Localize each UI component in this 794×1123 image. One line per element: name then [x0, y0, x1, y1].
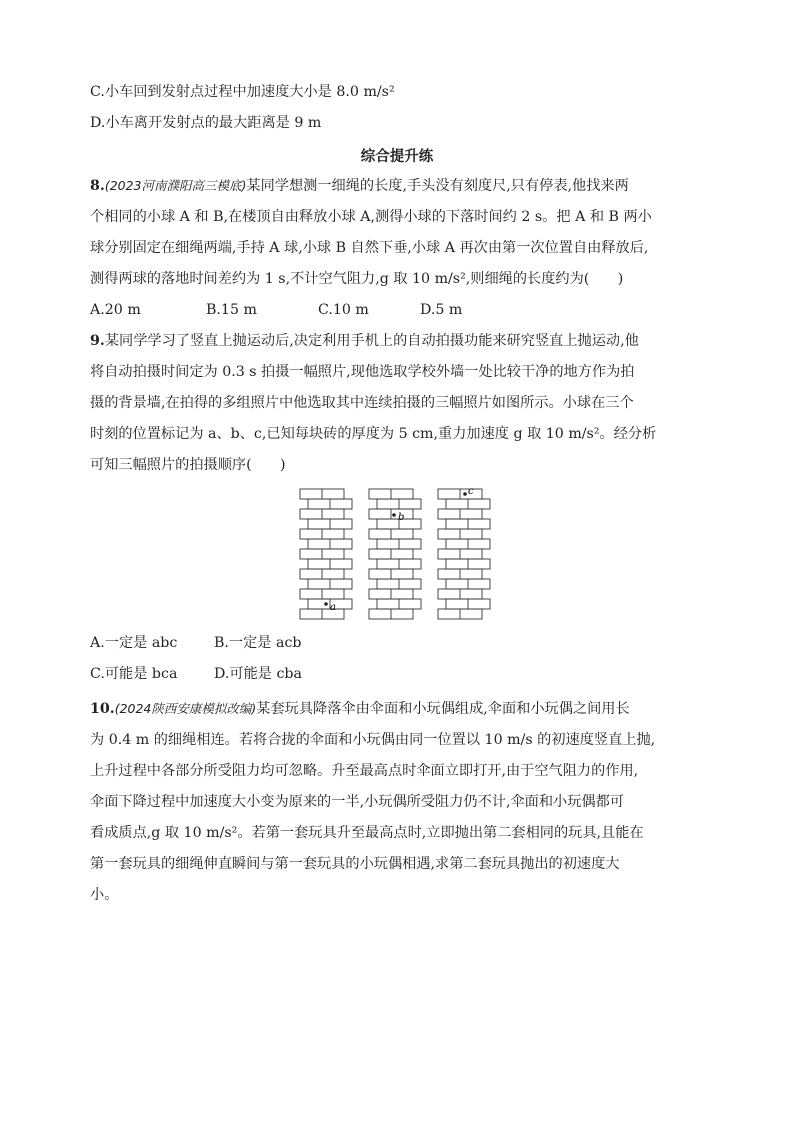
brick-wall-figure [298, 486, 498, 622]
question-8-line-1 [90, 176, 629, 196]
question-10-line-6: 第一套玩具的细绳伸直瞬间与第一套玩具的小玩偶相遇,求第二套玩具抛出的初速度大 [90, 856, 620, 872]
question-9-line-3: 摄的背景墙,在拍得的多组照片中他选取其中连续拍摄的三幅照片如图所示。小球在三个 [90, 395, 634, 411]
question-8-line-2: 个相同的小球 A 和 B,在楼顶自由释放小球 A,测得小球的下落时间约 2 s。把 A 和 B 两小 [90, 209, 652, 225]
question-10-line-7: 小。 [90, 887, 119, 903]
question-9-line-1 [90, 331, 639, 351]
question-10-source: (2024陕西安康模拟改编) [114, 701, 257, 716]
question-9-option-b: B.一定是 acb [214, 635, 302, 651]
question-9-line-5: 可知三幅照片的拍摄顺序( ) [90, 457, 286, 473]
question-10-line-4: 伞面下降过程中加速度大小变为原来的一半,小玩偶所受阻力仍不计,伞面和小玩偶都可 [90, 794, 624, 810]
question-8-option-c: C.10 m [318, 302, 369, 318]
ball-c [463, 492, 467, 496]
question-10-line-5: 看成质点,g 取 10 m/s²。若第一套玩具升至最高点时,立即抛出第二套相同的玩具,且能在 [90, 825, 644, 841]
question-10-line-1 [90, 699, 630, 719]
question-9-text-1: 某同学学习了竖直上抛运动后,决定利用手机上的自动拍摄功能来研究竖直上抛运动,他 [104, 333, 639, 349]
option-c-previous: C.小车回到发射点过程中加速度大小是 8.0 m/s² [90, 84, 395, 100]
question-8-line-3: 球分别固定在细绳两端,手持 A 球,小球 B 自然下垂,小球 A 再次由第一次位置自由释放后, [90, 240, 649, 256]
option-d-previous: D.小车离开发射点的最大距离是 9 m [90, 115, 322, 131]
question-10-number: 10. [90, 701, 115, 717]
question-8-line-4: 测得两球的落地时间差约为 1 s,不计空气阻力,g 取 10 m/s²,则细绳的长度约为( ) [90, 271, 624, 287]
question-9-option-c: C.可能是 bca [90, 666, 178, 682]
ball-b [392, 513, 396, 517]
section-title: 综合提升练 [360, 148, 434, 165]
question-8-option-b: B.15 m [206, 302, 257, 318]
question-8-option-a: A.20 m [90, 302, 141, 318]
question-9-number: 9. [90, 333, 105, 349]
label-a: a [330, 602, 336, 613]
question-9-option-a: A.一定是 abc [90, 635, 178, 651]
question-10-line-3: 上升过程中各部分所受阻力均可忽略。升至最高点时伞面立即打开,由于空气阻力的作用, [90, 763, 639, 779]
question-8-option-d: D.5 m [420, 302, 463, 318]
question-10-text-1: 某套玩具降落伞由伞面和小玩偶组成,伞面和小玩偶之间用长 [256, 701, 630, 717]
question-8-number: 8. [90, 178, 105, 194]
label-b: b [398, 512, 405, 523]
question-9-line-2: 将自动拍摄时间定为 0.3 s 拍摄一幅照片,现他选取学校外墙一处比较干净的地方作为拍 [90, 364, 635, 380]
question-9-option-d: D.可能是 cba [214, 666, 302, 682]
question-8-text-1: 某同学想测一细绳的长度,手头没有刻度尺,只有停表,他找来两 [246, 178, 629, 194]
question-10-line-2: 为 0.4 m 的细绳相连。若将合拢的伞面和小玩偶由同一位置以 10 m/s 的初速度竖直上抛, [90, 732, 656, 748]
question-9-line-4: 时刻的位置标记为 a、b、c,已知每块砖的厚度为 5 cm,重力加速度 g 取 10 m/s²。经分析 [90, 426, 657, 442]
ball-a [324, 602, 328, 606]
brick-walls [300, 489, 490, 619]
question-8-source: (2023河南濮阳高三模底) [104, 178, 247, 193]
label-c: c [468, 486, 474, 497]
